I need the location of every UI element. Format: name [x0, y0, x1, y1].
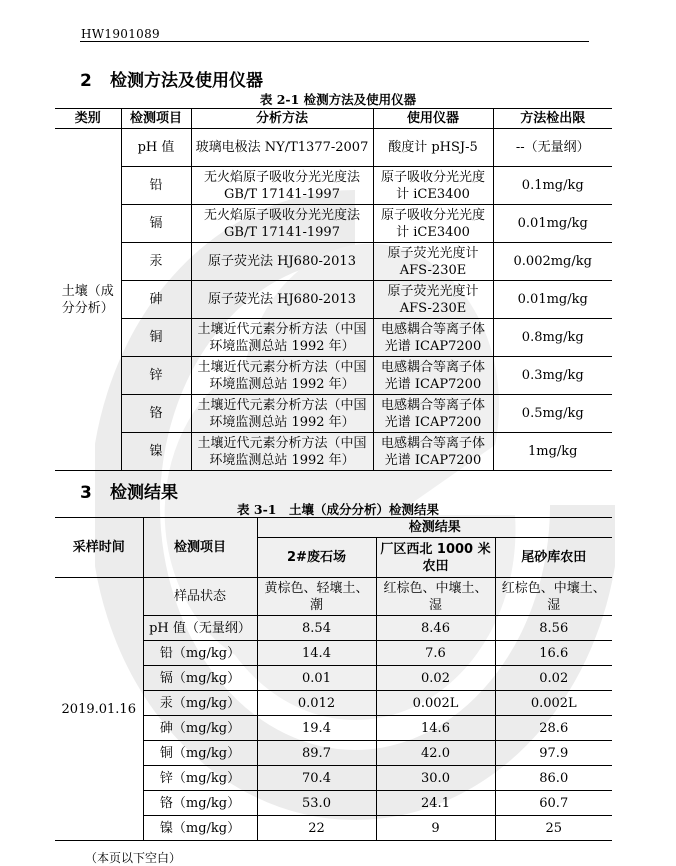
test-item-cell: 砷: [121, 281, 191, 319]
instrument-cell: 电感耦合等离子体光谱 ICAP7200: [373, 357, 493, 395]
result-value-cell: 0.002L: [376, 691, 495, 716]
method-row: [55, 281, 612, 319]
method-cell: 无火焰原子吸收分光光度法 GB/T 17141-1997: [191, 167, 373, 205]
method-cell: 玻璃电极法 NY/T1377-2007: [191, 129, 373, 167]
result-value-cell: 42.0: [376, 741, 495, 766]
method-row: [55, 395, 612, 433]
test-item-cell: 样品状态: [143, 578, 257, 616]
test-item-cell: 镉: [121, 205, 191, 243]
test-item-cell: 镍（mg/kg）: [143, 816, 257, 841]
result-value-cell: 8.56: [495, 616, 612, 641]
result-value-cell: 0.02: [376, 666, 495, 691]
section-number: 2: [80, 71, 92, 91]
detection-limit-cell: 0.002mg/kg: [493, 243, 612, 281]
result-value-cell: 0.002L: [495, 691, 612, 716]
result-value-cell: 22: [257, 816, 376, 841]
test-item-cell: 锌（mg/kg）: [143, 766, 257, 791]
method-row: [55, 357, 612, 395]
result-value-cell: 30.0: [376, 766, 495, 791]
instrument-cell: 电感耦合等离子体光谱 ICAP7200: [373, 319, 493, 357]
result-value-cell: 0.01: [257, 666, 376, 691]
col-header: 使用仪器: [373, 109, 493, 129]
table-2-1-caption: 表 2-1 检测方法及使用仪器: [259, 92, 417, 107]
col-header: 类别: [55, 109, 121, 129]
method-row: [55, 205, 612, 243]
result-value-cell: 8.54: [257, 616, 376, 641]
method-row: [55, 129, 612, 167]
test-item-cell: 铜: [121, 319, 191, 357]
table-header-row: [55, 518, 612, 538]
result-value-cell: 黄棕色、轻壤土、潮: [257, 578, 376, 616]
result-value-cell: 14.4: [257, 641, 376, 666]
method-cell: 无火焰原子吸收分光光度法 GB/T 17141-1997: [191, 205, 373, 243]
results-table: [55, 517, 612, 841]
result-value-cell: 8.46: [376, 616, 495, 641]
result-value-cell: 97.9: [495, 741, 612, 766]
test-item-cell: 镉（mg/kg）: [143, 666, 257, 691]
instrument-cell: 酸度计 pHSJ-5: [373, 129, 493, 167]
detection-limit-cell: 0.8mg/kg: [493, 319, 612, 357]
method-cell: 土壤近代元素分析方法（中国环境监测总站 1992 年）: [191, 357, 373, 395]
section-title: 检测方法及使用仪器: [110, 71, 263, 91]
result-value-cell: 28.6: [495, 716, 612, 741]
result-value-cell: 86.0: [495, 766, 612, 791]
section-2-heading: [80, 66, 263, 91]
result-value-cell: 19.4: [257, 716, 376, 741]
report-number: HW1901089: [81, 27, 160, 41]
test-item-cell: 铬（mg/kg）: [143, 791, 257, 816]
result-value-cell: 9: [376, 816, 495, 841]
result-value-cell: 89.7: [257, 741, 376, 766]
instrument-cell: 原子荧光光度计 AFS-230E: [373, 281, 493, 319]
method-cell: 土壤近代元素分析方法（中国环境监测总站 1992 年）: [191, 395, 373, 433]
result-value-cell: 16.6: [495, 641, 612, 666]
section-number: 3: [80, 483, 92, 503]
site-header: 厂区西北 1000 米农田: [376, 538, 495, 578]
result-value-cell: 14.6: [376, 716, 495, 741]
test-item-header: 检测项目: [143, 518, 257, 578]
detection-limit-cell: 0.1mg/kg: [493, 167, 612, 205]
detection-limit-cell: 0.3mg/kg: [493, 357, 612, 395]
test-item-cell: 铅（mg/kg）: [143, 641, 257, 666]
result-value-cell: 24.1: [376, 791, 495, 816]
method-row: [55, 167, 612, 205]
result-value-cell: 25: [495, 816, 612, 841]
method-row: [55, 319, 612, 357]
instrument-cell: 原子吸收分光光度计 iCE3400: [373, 205, 493, 243]
col-header: 分析方法: [191, 109, 373, 129]
test-item-cell: 汞: [121, 243, 191, 281]
test-item-cell: 汞（mg/kg）: [143, 691, 257, 716]
detection-limit-cell: 1mg/kg: [493, 433, 612, 471]
method-cell: 原子荧光法 HJ680-2013: [191, 243, 373, 281]
method-cell: 原子荧光法 HJ680-2013: [191, 281, 373, 319]
category-cell: 土壤（成分分析）: [55, 129, 121, 471]
method-row: [55, 243, 612, 281]
col-header: 方法检出限: [493, 109, 612, 129]
result-value-cell: 7.6: [376, 641, 495, 666]
page-end-note: （本页以下空白）: [85, 851, 182, 865]
col-header: 检测项目: [121, 109, 191, 129]
method-cell: 土壤近代元素分析方法（中国环境监测总站 1992 年）: [191, 433, 373, 471]
site-header: 2#废石场: [257, 538, 376, 578]
sampling-date-cell: 2019.01.16: [55, 578, 143, 841]
instrument-cell: 电感耦合等离子体光谱 ICAP7200: [373, 433, 493, 471]
detection-limit-cell: 0.5mg/kg: [493, 395, 612, 433]
instrument-cell: 电感耦合等离子体光谱 ICAP7200: [373, 395, 493, 433]
instrument-cell: 原子荧光光度计 AFS-230E: [373, 243, 493, 281]
result-value-cell: 红棕色、中壤土、湿: [495, 578, 612, 616]
test-item-cell: 镍: [121, 433, 191, 471]
table-header-row: [55, 109, 612, 129]
sampling-time-header: 采样时间: [55, 518, 143, 578]
detection-limit-cell: --（无量纲）: [493, 129, 612, 167]
method-cell: 土壤近代元素分析方法（中国环境监测总站 1992 年）: [191, 319, 373, 357]
result-value-cell: 70.4: [257, 766, 376, 791]
test-item-cell: 铅: [121, 167, 191, 205]
test-item-cell: pH 值: [121, 129, 191, 167]
header-rule: [80, 41, 589, 42]
test-item-cell: 铜（mg/kg）: [143, 741, 257, 766]
test-item-cell: 砷（mg/kg）: [143, 716, 257, 741]
instrument-cell: 原子吸收分光光度计 iCE3400: [373, 167, 493, 205]
test-item-cell: 铬: [121, 395, 191, 433]
method-row: [55, 433, 612, 471]
result-row: [55, 578, 612, 616]
result-value-cell: 红棕色、中壤土、湿: [376, 578, 495, 616]
result-value-cell: 0.02: [495, 666, 612, 691]
detection-limit-cell: 0.01mg/kg: [493, 281, 612, 319]
test-item-cell: pH 值（无量纲）: [143, 616, 257, 641]
result-value-cell: 0.012: [257, 691, 376, 716]
result-value-cell: 60.7: [495, 791, 612, 816]
site-header: 尾砂库农田: [495, 538, 612, 578]
methods-table: [55, 108, 612, 471]
result-value-cell: 53.0: [257, 791, 376, 816]
section-title: 检测结果: [110, 483, 178, 503]
table-3-1-caption: 表 3-1 土壤（成分分析）检测结果: [237, 502, 439, 517]
results-header: 检测结果: [257, 518, 612, 538]
detection-limit-cell: 0.01mg/kg: [493, 205, 612, 243]
test-item-cell: 锌: [121, 357, 191, 395]
